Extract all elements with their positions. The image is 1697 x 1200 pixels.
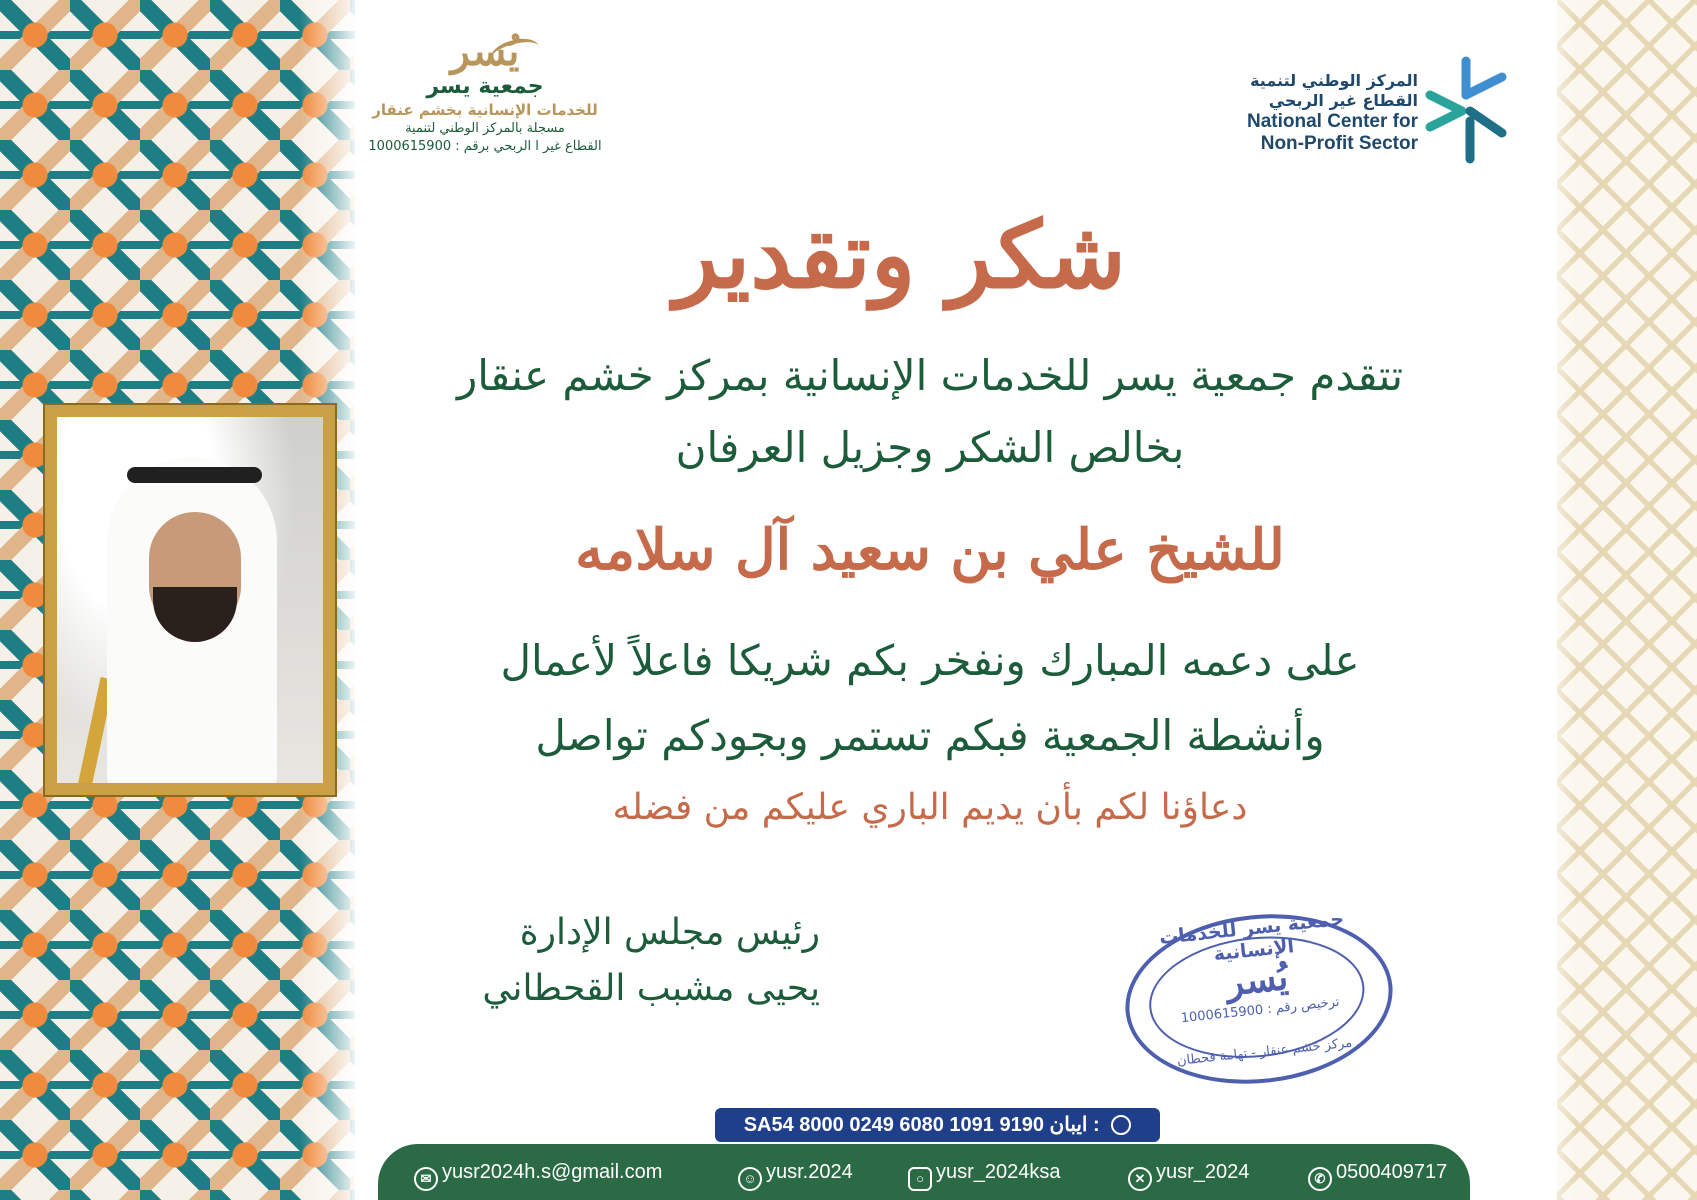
body-line-2: وأنشطة الجمعية فبكم تستمر وبجودكم تواصل bbox=[535, 711, 1325, 760]
yusr-logo-registered: مسجلة بالمركز الوطني لتنمية bbox=[405, 121, 565, 136]
yusr-logo-sector-number: القطاع غير ا الربحي برقم : 1000615900 bbox=[368, 139, 602, 154]
contact-instagram[interactable] bbox=[908, 1156, 1061, 1188]
honoree-name: للشيخ علي بن سعيد آل سلامه bbox=[575, 517, 1285, 583]
stamp-license: ترخيص رقم : 1000615900 bbox=[1180, 994, 1341, 1027]
contact-footer bbox=[378, 1144, 1470, 1200]
ncnp-logo bbox=[1230, 55, 1510, 175]
contact-whatsapp[interactable] bbox=[1308, 1156, 1447, 1188]
ncnp-logo-text bbox=[1247, 71, 1418, 155]
yusr-logo-mark: يُسر bbox=[450, 28, 520, 75]
x-icon: ✕ bbox=[1128, 1167, 1152, 1191]
email-icon: ✉ bbox=[414, 1167, 438, 1191]
stamp-center-mark: يُسر bbox=[1223, 955, 1291, 1005]
ncnp-star-icon bbox=[1422, 55, 1510, 165]
portrait-agal bbox=[127, 467, 262, 483]
yusr-logo-subtitle: للخدمات الإنسانية بخشم عنقار bbox=[372, 101, 598, 119]
ncnp-ar-line2: القطاع غير الربحي bbox=[1268, 91, 1418, 110]
iban-bar bbox=[715, 1108, 1160, 1142]
prayer-line: دعاؤنا لكم بأن يديم الباري عليكم من فضله bbox=[612, 787, 1248, 828]
contact-email[interactable] bbox=[414, 1156, 662, 1188]
ncnp-en-line2: Non-Profit Sector bbox=[1260, 133, 1418, 154]
bank-icon bbox=[1111, 1115, 1131, 1135]
iban-label: ايبان : bbox=[1049, 1114, 1100, 1136]
signature-role: رئيس مجلس الإدارة bbox=[519, 912, 820, 953]
contact-email-text: yusr2024h.s@gmail.com bbox=[442, 1161, 663, 1183]
intro-line-1: تتقدم جمعية يسر للخدمات الإنسانية بمركز خشم عنقار bbox=[456, 351, 1404, 400]
instagram-icon: ○ bbox=[908, 1167, 932, 1191]
intro-line-2: بخالص الشكر وجزيل العرفان bbox=[675, 423, 1185, 472]
contact-snapchat-text: yusr.2024 bbox=[766, 1161, 853, 1183]
stamp-bottom-text: مركز خشم عنقار - تهامة قحطان bbox=[1176, 1035, 1353, 1069]
whatsapp-icon: ✆ bbox=[1308, 1167, 1332, 1191]
body-line-1: على دعمه المبارك ونفخر بكم شريكا فاعلاً لأعمال bbox=[500, 636, 1360, 685]
signature-block bbox=[380, 905, 820, 1017]
contact-x[interactable] bbox=[1128, 1156, 1249, 1188]
official-stamp bbox=[1117, 901, 1401, 1096]
yusr-logo bbox=[360, 30, 610, 190]
ncnp-en-line1: National Center for bbox=[1246, 111, 1418, 132]
yusr-logo-name: جمعية يسر bbox=[426, 74, 544, 99]
ncnp-ar-line1: المركز الوطني لتنمية bbox=[1250, 71, 1418, 90]
contact-snapchat[interactable] bbox=[738, 1156, 853, 1188]
signature-name: يحيى مشبب القحطاني bbox=[482, 968, 820, 1009]
certificate-title: شكر وتقدير bbox=[674, 201, 1126, 309]
right-decorative-border bbox=[1557, 0, 1697, 1200]
snapchat-icon: ☺ bbox=[738, 1167, 762, 1191]
portrait-photo bbox=[45, 405, 335, 795]
iban-value: SA54 8000 0249 6080 1091 9190 bbox=[743, 1114, 1044, 1136]
right-border-fade bbox=[1537, 0, 1577, 1200]
contact-instagram-text: yusr_2024ksa bbox=[936, 1161, 1061, 1183]
contact-whatsapp-text: 0500409717 bbox=[1336, 1161, 1448, 1183]
contact-x-text: yusr_2024 bbox=[1156, 1161, 1250, 1183]
stamp-top-text: جمعية يسر للخدمات الإنسانية bbox=[1158, 907, 1345, 966]
